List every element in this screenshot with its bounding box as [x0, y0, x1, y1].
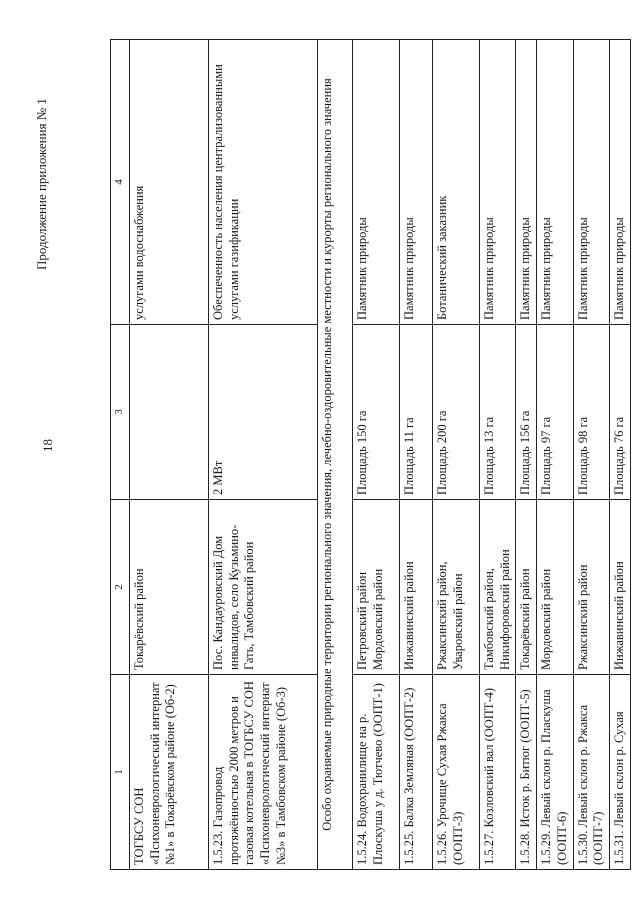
table-cell: 1.5.30. Левый склон р. Ржакса (ООПТ-7): [573, 675, 609, 870]
page-header: [22, 40, 62, 270]
table-row: [400, 40, 433, 870]
column-header: 3: [111, 325, 130, 500]
table-cell: Площадь 150 га: [353, 325, 400, 500]
page-number: 18: [40, 439, 55, 452]
table-cell: Площадь 13 га: [480, 325, 516, 500]
table-row: [516, 40, 537, 870]
table-cell: Памятник природы: [573, 40, 609, 325]
table-cell: Площадь 98 га: [573, 325, 609, 500]
table-cell: Инжавинский район: [400, 500, 433, 675]
table-row: [433, 40, 480, 870]
table-cell: 2 МВт: [209, 325, 318, 500]
table-row: [609, 40, 630, 870]
table-cell: Площадь 11 га: [400, 325, 433, 500]
rotated-table-container: [110, 40, 626, 870]
table-cell: ТОГБСУ СОН «Психоневрологический интернат №1» в Токарёвском районе (Об-2): [130, 675, 209, 870]
table-cell: Памятник природы: [480, 40, 516, 325]
table-cell: Памятник природы: [609, 40, 630, 325]
table-cell: Мордовский район: [537, 500, 573, 675]
table-cell: 1.5.25. Балка Земляная (ООПТ-2): [400, 675, 433, 870]
table-cell: услугами водоснабжения: [130, 40, 209, 325]
table-cell: Токарёвский район: [516, 500, 537, 675]
table-cell: 1.5.23. Газопровод протяжённостью 2000 метров и газовая котельная в ТОГБСУ СОН «Психоневрологический интернат №3» в Тамбовском районе (Об-3): [209, 675, 318, 870]
table-row: [130, 40, 209, 870]
table-cell: Памятник природы: [353, 40, 400, 325]
table-cell: Площадь 97 га: [537, 325, 573, 500]
table-cell: Площадь 76 га: [609, 325, 630, 500]
section-title: Особо охраняемые природные территории регионального значения, лечебно-оздоровительные местности и курорты регионального значения: [318, 40, 353, 870]
data-table: [110, 39, 631, 870]
table-cell: 1.5.24. Водохранилище на р. Плоскуша у д. Тютчево (ООПТ-1): [353, 675, 400, 870]
table-cell: Пос. Кандауровский Дом инвалидов, село Кузьмино-Гать, Тамбовский район: [209, 500, 318, 675]
table-cell: [130, 325, 209, 500]
table-cell: Памятник природы: [537, 40, 573, 325]
table-row: [480, 40, 516, 870]
table-cell: Петровский район Мордовский район: [353, 500, 400, 675]
table-cell: Ботанический заказник: [433, 40, 480, 325]
table-cell: Площадь 200 га: [433, 325, 480, 500]
table-row: [209, 40, 318, 870]
table-cell: Памятник природы: [516, 40, 537, 325]
table-cell: 1.5.27. Козловский вал (ООПТ-4): [480, 675, 516, 870]
table-row: [537, 40, 573, 870]
table-cell: Токарёвский район: [130, 500, 209, 675]
table-cell: 1.5.26. Урочище Сухая Ржакса (ООПТ-3): [433, 675, 480, 870]
table-cell: Обеспеченность населения централизованными услугами газификации: [209, 40, 318, 325]
column-header: 1: [111, 675, 130, 870]
table-cell: 1.5.28. Исток р. Битюг (ООПТ-5): [516, 675, 537, 870]
table-cell: Памятник природы: [400, 40, 433, 325]
column-header-row: [111, 40, 130, 870]
table-cell: Площадь 156 га: [516, 325, 537, 500]
column-header: 4: [111, 40, 130, 325]
table-cell: Тамбовский район, Никифоровский район: [480, 500, 516, 675]
table-cell: Инжавинский район: [609, 500, 630, 675]
table-row: [353, 40, 400, 870]
table-row: [573, 40, 609, 870]
table-cell: 1.5.31. Левый склон р. Сухая: [609, 675, 630, 870]
appendix-title: Продолжение приложения № 1: [34, 98, 49, 270]
table-cell: 1.5.29. Левый склон р. Пласкуша (ООПТ-6): [537, 675, 573, 870]
column-header: 2: [111, 500, 130, 675]
table-cell: Ржаксинский район: [573, 500, 609, 675]
section-row: [318, 40, 353, 870]
table-cell: Ржаксинский район, Уваровский район: [433, 500, 480, 675]
